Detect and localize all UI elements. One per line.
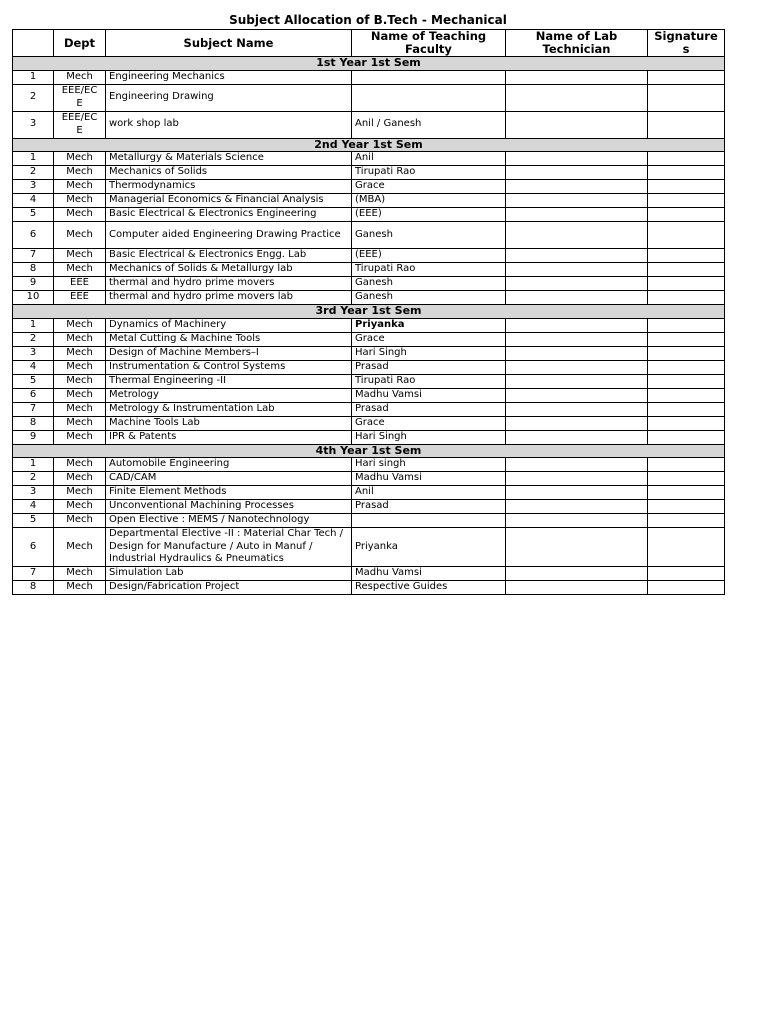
table-row	[13, 166, 725, 180]
semester-heading: 3rd Year 1st Sem	[13, 305, 725, 319]
serial-number-cell: 3	[13, 111, 54, 138]
serial-number-cell: 4	[13, 360, 54, 374]
lab-technician-cell	[506, 180, 648, 194]
teaching-faculty-cell	[352, 84, 506, 111]
subject-name-cell: Engineering Mechanics	[106, 70, 352, 84]
dept-cell: Mech	[54, 416, 106, 430]
serial-number-cell: 4	[13, 194, 54, 208]
teaching-faculty-cell: Madhu Vamsi	[352, 472, 506, 486]
dept-cell: Mech	[54, 528, 106, 567]
teaching-faculty-cell: Hari Singh	[352, 430, 506, 444]
lab-technician-cell	[506, 332, 648, 346]
signature-cell	[648, 486, 725, 500]
dept-cell: Mech	[54, 332, 106, 346]
table-row	[13, 111, 725, 138]
lab-technician-cell	[506, 111, 648, 138]
table-row	[13, 70, 725, 84]
teaching-faculty-cell: Prasad	[352, 360, 506, 374]
teaching-faculty-cell: Anil	[352, 486, 506, 500]
dept-cell: Mech	[54, 152, 106, 166]
table-row	[13, 528, 725, 567]
dept-cell: Mech	[54, 222, 106, 249]
header-subject: Subject Name	[106, 30, 352, 57]
serial-number-cell: 6	[13, 528, 54, 567]
serial-number-cell: 2	[13, 472, 54, 486]
semester-heading: 4th Year 1st Sem	[13, 444, 725, 458]
lab-technician-cell	[506, 222, 648, 249]
teaching-faculty-cell: Grace	[352, 416, 506, 430]
dept-cell: Mech	[54, 500, 106, 514]
teaching-faculty-cell: Prasad	[352, 402, 506, 416]
dept-cell: EEE/EC E	[54, 84, 106, 111]
signature-cell	[648, 360, 725, 374]
serial-number-cell: 3	[13, 346, 54, 360]
teaching-faculty-cell: Prasad	[352, 500, 506, 514]
dept-cell: EEE	[54, 291, 106, 305]
serial-number-cell: 4	[13, 500, 54, 514]
lab-technician-cell	[506, 430, 648, 444]
teaching-faculty-cell: Tirupati Rao	[352, 166, 506, 180]
subject-name-cell: Basic Electrical & Electronics Engg. Lab	[106, 249, 352, 263]
teaching-faculty-cell: (EEE)	[352, 249, 506, 263]
teaching-faculty-cell: Anil	[352, 152, 506, 166]
semester-heading-row	[13, 138, 725, 152]
serial-number-cell: 9	[13, 430, 54, 444]
subject-name-cell: Open Elective : MEMS / Nanotechnology	[106, 514, 352, 528]
subject-name-cell: Engineering Drawing	[106, 84, 352, 111]
lab-technician-cell	[506, 360, 648, 374]
semester-heading: 2nd Year 1st Sem	[13, 138, 725, 152]
subject-name-cell: Design/Fabrication Project	[106, 581, 352, 595]
table-row	[13, 84, 725, 111]
subject-name-cell: Metrology	[106, 388, 352, 402]
table-row	[13, 374, 725, 388]
teaching-faculty-cell: Priyanka	[352, 318, 506, 332]
dept-cell: Mech	[54, 180, 106, 194]
teaching-faculty-cell	[352, 514, 506, 528]
dept-cell: EEE	[54, 277, 106, 291]
lab-technician-cell	[506, 581, 648, 595]
serial-number-cell: 10	[13, 291, 54, 305]
signature-cell	[648, 222, 725, 249]
subject-name-cell: Managerial Economics & Financial Analysis	[106, 194, 352, 208]
dept-cell: Mech	[54, 374, 106, 388]
dept-cell: Mech	[54, 486, 106, 500]
lab-technician-cell	[506, 84, 648, 111]
semester-heading: 1st Year 1st Sem	[13, 57, 725, 71]
table-row	[13, 180, 725, 194]
dept-cell: Mech	[54, 208, 106, 222]
serial-number-cell: 8	[13, 416, 54, 430]
signature-cell	[648, 111, 725, 138]
lab-technician-cell	[506, 263, 648, 277]
teaching-faculty-cell: (MBA)	[352, 194, 506, 208]
table-row	[13, 514, 725, 528]
subject-name-cell: Departmental Elective -II : Material Char Tech / Design for Manufacture / Auto in Manuf / Industrial Hydraulics & Pneumatics	[106, 528, 352, 567]
signature-cell	[648, 528, 725, 567]
lab-technician-cell	[506, 277, 648, 291]
signature-cell	[648, 458, 725, 472]
lab-technician-cell	[506, 416, 648, 430]
teaching-faculty-cell: Hari Singh	[352, 346, 506, 360]
signature-cell	[648, 152, 725, 166]
serial-number-cell: 2	[13, 166, 54, 180]
subject-name-cell: Mechanics of Solids & Metallurgy lab	[106, 263, 352, 277]
table-row	[13, 152, 725, 166]
subject-name-cell: Metrology & Instrumentation Lab	[106, 402, 352, 416]
subject-name-cell: Metallurgy & Materials Science	[106, 152, 352, 166]
subject-name-cell: Instrumentation & Control Systems	[106, 360, 352, 374]
table-row	[13, 291, 725, 305]
serial-number-cell: 3	[13, 486, 54, 500]
table-row	[13, 346, 725, 360]
signature-cell	[648, 567, 725, 581]
table-row	[13, 360, 725, 374]
table-body	[13, 57, 725, 595]
dept-cell: EEE/EC E	[54, 111, 106, 138]
document-title: Subject Allocation of B.Tech - Mechanical	[229, 13, 507, 27]
signature-cell	[648, 84, 725, 111]
teaching-faculty-cell: Ganesh	[352, 222, 506, 249]
teaching-faculty-cell	[352, 70, 506, 84]
teaching-faculty-cell: Respective Guides	[352, 581, 506, 595]
header-serial	[13, 30, 54, 57]
lab-technician-cell	[506, 458, 648, 472]
header-technician: Name of Lab Technician	[506, 30, 648, 57]
lab-technician-cell	[506, 291, 648, 305]
lab-technician-cell	[506, 486, 648, 500]
teaching-faculty-cell: Tirupati Rao	[352, 263, 506, 277]
lab-technician-cell	[506, 388, 648, 402]
lab-technician-cell	[506, 402, 648, 416]
table-row	[13, 472, 725, 486]
serial-number-cell: 8	[13, 581, 54, 595]
subject-name-cell: Automobile Engineering	[106, 458, 352, 472]
serial-number-cell: 5	[13, 514, 54, 528]
semester-heading-row	[13, 57, 725, 71]
subject-name-cell: Basic Electrical & Electronics Engineering	[106, 208, 352, 222]
table-row	[13, 581, 725, 595]
subject-name-cell: Machine Tools Lab	[106, 416, 352, 430]
signature-cell	[648, 208, 725, 222]
dept-cell: Mech	[54, 360, 106, 374]
subject-name-cell: Dynamics of Machinery	[106, 318, 352, 332]
teaching-faculty-cell: Anil / Ganesh	[352, 111, 506, 138]
serial-number-cell: 7	[13, 402, 54, 416]
dept-cell: Mech	[54, 166, 106, 180]
teaching-faculty-cell: Madhu Vamsi	[352, 388, 506, 402]
lab-technician-cell	[506, 514, 648, 528]
semester-heading-row	[13, 305, 725, 319]
subject-name-cell: Finite Element Methods	[106, 486, 352, 500]
teaching-faculty-cell: Ganesh	[352, 277, 506, 291]
subject-name-cell: work shop lab	[106, 111, 352, 138]
signature-cell	[648, 291, 725, 305]
signature-cell	[648, 70, 725, 84]
serial-number-cell: 1	[13, 152, 54, 166]
subject-name-cell: Design of Machine Members–I	[106, 346, 352, 360]
serial-number-cell: 2	[13, 84, 54, 111]
allocation-table	[12, 29, 725, 595]
lab-technician-cell	[506, 70, 648, 84]
lab-technician-cell	[506, 500, 648, 514]
table-row	[13, 208, 725, 222]
signature-cell	[648, 332, 725, 346]
header-signatures: Signature s	[648, 30, 725, 57]
subject-name-cell: CAD/CAM	[106, 472, 352, 486]
table-row	[13, 222, 725, 249]
dept-cell: Mech	[54, 402, 106, 416]
serial-number-cell: 2	[13, 332, 54, 346]
subject-name-cell: Unconventional Machining Processes	[106, 500, 352, 514]
serial-number-cell: 5	[13, 374, 54, 388]
subject-name-cell: Simulation Lab	[106, 567, 352, 581]
table-row	[13, 486, 725, 500]
teaching-faculty-cell: Priyanka	[352, 528, 506, 567]
teaching-faculty-cell: Hari singh	[352, 458, 506, 472]
teaching-faculty-cell: Ganesh	[352, 291, 506, 305]
table-row	[13, 332, 725, 346]
subject-name-cell: Computer aided Engineering Drawing Practice	[106, 222, 352, 249]
header-faculty: Name of Teaching Faculty	[352, 30, 506, 57]
dept-cell: Mech	[54, 514, 106, 528]
table-row	[13, 388, 725, 402]
signature-cell	[648, 402, 725, 416]
dept-cell: Mech	[54, 249, 106, 263]
lab-technician-cell	[506, 472, 648, 486]
serial-number-cell: 6	[13, 388, 54, 402]
lab-technician-cell	[506, 152, 648, 166]
signature-cell	[648, 581, 725, 595]
signature-cell	[648, 166, 725, 180]
serial-number-cell: 1	[13, 318, 54, 332]
table-row	[13, 263, 725, 277]
subject-name-cell: Thermal Engineering -II	[106, 374, 352, 388]
header-row	[13, 30, 725, 57]
dept-cell: Mech	[54, 430, 106, 444]
signature-cell	[648, 374, 725, 388]
signature-cell	[648, 416, 725, 430]
subject-name-cell: Thermodynamics	[106, 180, 352, 194]
signature-cell	[648, 514, 725, 528]
table-row	[13, 194, 725, 208]
serial-number-cell: 7	[13, 249, 54, 263]
signature-cell	[648, 472, 725, 486]
serial-number-cell: 3	[13, 180, 54, 194]
teaching-faculty-cell: Grace	[352, 180, 506, 194]
dept-cell: Mech	[54, 388, 106, 402]
dept-cell: Mech	[54, 567, 106, 581]
lab-technician-cell	[506, 374, 648, 388]
subject-name-cell: thermal and hydro prime movers lab	[106, 291, 352, 305]
signature-cell	[648, 500, 725, 514]
dept-cell: Mech	[54, 194, 106, 208]
serial-number-cell: 9	[13, 277, 54, 291]
lab-technician-cell	[506, 208, 648, 222]
lab-technician-cell	[506, 318, 648, 332]
subject-name-cell: IPR & Patents	[106, 430, 352, 444]
lab-technician-cell	[506, 528, 648, 567]
subject-name-cell: Metal Cutting & Machine Tools	[106, 332, 352, 346]
dept-cell: Mech	[54, 458, 106, 472]
table-row	[13, 500, 725, 514]
dept-cell: Mech	[54, 581, 106, 595]
signature-cell	[648, 263, 725, 277]
serial-number-cell: 7	[13, 567, 54, 581]
signature-cell	[648, 249, 725, 263]
lab-technician-cell	[506, 346, 648, 360]
semester-heading-row	[13, 444, 725, 458]
lab-technician-cell	[506, 567, 648, 581]
table-row	[13, 458, 725, 472]
table-row	[13, 249, 725, 263]
header-dept: Dept	[54, 30, 106, 57]
signature-cell	[648, 180, 725, 194]
signature-cell	[648, 194, 725, 208]
table-row	[13, 430, 725, 444]
signature-cell	[648, 318, 725, 332]
serial-number-cell: 8	[13, 263, 54, 277]
dept-cell: Mech	[54, 70, 106, 84]
lab-technician-cell	[506, 166, 648, 180]
teaching-faculty-cell: Grace	[352, 332, 506, 346]
serial-number-cell: 1	[13, 70, 54, 84]
serial-number-cell: 1	[13, 458, 54, 472]
dept-cell: Mech	[54, 346, 106, 360]
table-row	[13, 318, 725, 332]
subject-name-cell: thermal and hydro prime movers	[106, 277, 352, 291]
dept-cell: Mech	[54, 263, 106, 277]
table-row	[13, 277, 725, 291]
table-row	[13, 416, 725, 430]
signature-cell	[648, 346, 725, 360]
signature-cell	[648, 388, 725, 402]
table-row	[13, 402, 725, 416]
serial-number-cell: 6	[13, 222, 54, 249]
subject-name-cell: Mechanics of Solids	[106, 166, 352, 180]
lab-technician-cell	[506, 249, 648, 263]
dept-cell: Mech	[54, 472, 106, 486]
lab-technician-cell	[506, 194, 648, 208]
table-row	[13, 567, 725, 581]
teaching-faculty-cell: Tirupati Rao	[352, 374, 506, 388]
dept-cell: Mech	[54, 318, 106, 332]
signature-cell	[648, 430, 725, 444]
signature-cell	[648, 277, 725, 291]
teaching-faculty-cell: (EEE)	[352, 208, 506, 222]
teaching-faculty-cell: Madhu Vamsi	[352, 567, 506, 581]
serial-number-cell: 5	[13, 208, 54, 222]
